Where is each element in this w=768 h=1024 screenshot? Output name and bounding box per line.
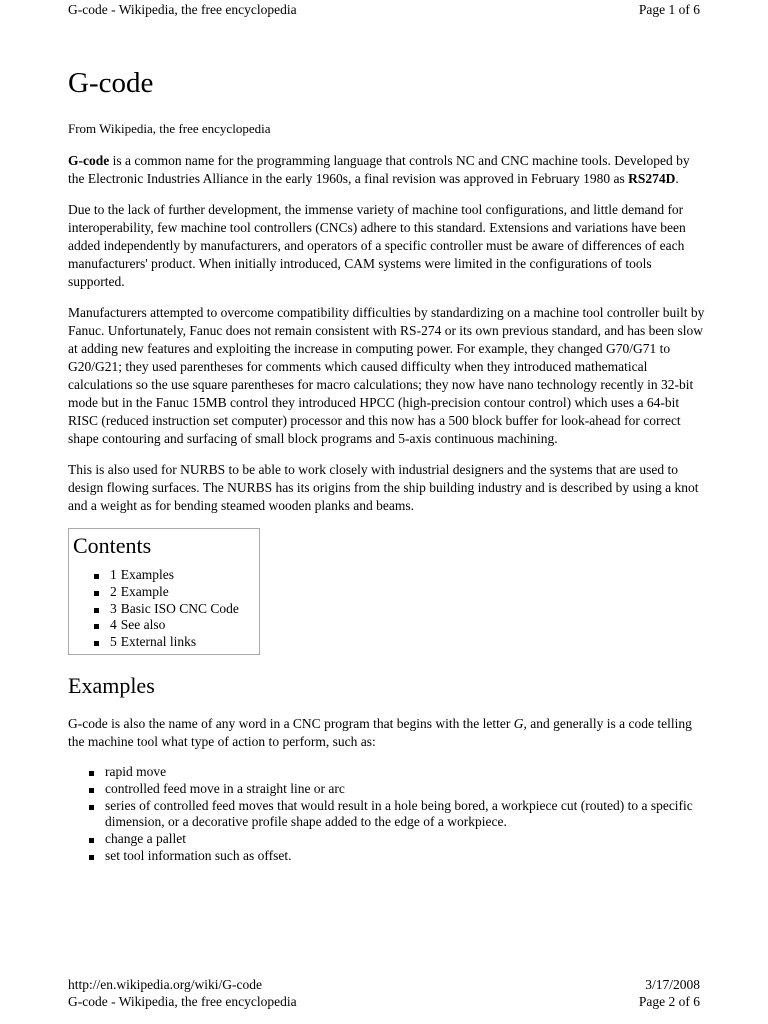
list-item: rapid move xyxy=(88,764,708,781)
toc-item-number: 4 xyxy=(110,617,117,633)
intro-text-2: . xyxy=(675,171,679,186)
next-page-header-number: Page 2 of 6 xyxy=(638,994,700,1009)
intro-paragraph xyxy=(68,152,708,188)
table-of-contents xyxy=(68,528,260,655)
examples-intro-letter: G xyxy=(513,715,524,731)
list-item: series of controlled feed moves that would result in a hole being bored, a workpiece cut (routed) to a specific dimension, or a decorative profile shape added to the edge of a workpiece. xyxy=(88,798,708,832)
examples-intro-text-b: , and generally is a code telling the machine tool what type of action to perform, such as: xyxy=(68,715,692,749)
toc-item-external-links[interactable] xyxy=(93,634,239,651)
paragraph-nurbs: This is also used for NURBS to be able to work closely with industrial designers and the systems that are used to design flowing surfaces. The NURBS has its origins from the ship building industry and is described by using a knot and a weight as for bending steamed wooden planks and beams. xyxy=(68,462,699,513)
paragraph-interoperability: Due to the lack of further development, the immense variety of machine tool configurations, and little demand for interoperability, few machine tool controllers (CNCs) adhere to this standard. Extensions and variations have been added independently by manufacturers, and operators of a specific controller must be aware of differences of each manufacturers' product. When initially introduced, CAM systems were limited in the configurations of tools supported. xyxy=(68,202,686,289)
examples-intro-text-a: G-code is also the name of any word in a CNC program that begins with the letter xyxy=(68,715,514,731)
page-title: G-code xyxy=(68,67,154,99)
next-page-header-title: G-code - Wikipedia, the free encyclopedia xyxy=(68,994,297,1009)
toc-item-label: See also xyxy=(120,617,166,633)
header-page-number: Page 1 of 6 xyxy=(638,2,700,17)
toc-item-examples[interactable] xyxy=(93,567,239,584)
toc-item-number: 2 xyxy=(110,583,117,599)
header-document-title: G-code - Wikipedia, the free encyclopedia xyxy=(68,2,297,17)
examples-intro-paragraph xyxy=(68,715,708,751)
toc-item-label: Example xyxy=(120,583,169,599)
toc-item-number: 5 xyxy=(110,634,117,650)
list-item: change a pallet xyxy=(88,831,708,848)
page-footer xyxy=(68,976,700,1010)
toc-item-label: Basic ISO CNC Code xyxy=(120,600,239,616)
intro-bold-standard: RS274D xyxy=(628,171,676,186)
list-item: set tool information such as offset. xyxy=(88,848,708,865)
toc-item-basic-iso-cnc-code[interactable] xyxy=(93,601,239,618)
paragraph-fanuc: Manufacturers attempted to overcome compatibility difficulties by standardizing on a machine tool controller built by Fanuc. Unfortunately, Fanuc does not remain consistent with RS-274 or its own previous standard, and has been slow at adding new features and exploiting the increase in computing power. For example, they changed G70/G71 to G20/G21; they used parentheses for comments which caused difficulty when they introduced mathematical calculations so the use square parentheses for macro calculations; they now have nano technology recently in 32-bit mode but in the Fanuc 15MB control they introduced HPCC (high-precision contour control) which uses a 64-bit RISC (reduced instruction set computer) processor and this now has a 500 block buffer for look-ahead for correct shape contouring and surfacing of small block programs and 5-axis continuous machining. xyxy=(68,305,705,446)
footer-date: 3/17/2008 xyxy=(645,977,700,992)
toc-item-label: Examples xyxy=(120,567,174,582)
toc-item-number: 3 xyxy=(110,600,117,616)
toc-title: Contents xyxy=(73,533,152,558)
toc-item-example[interactable] xyxy=(93,584,239,601)
article-subtitle: From Wikipedia, the free encyclopedia xyxy=(68,121,271,136)
toc-item-label: External links xyxy=(120,634,197,650)
intro-text-1: is a common name for the programming language that controls NC and CNC machine tools. Developed by the Electronic Industries Alliance in the early 1960s, a final revision was approved in February 1980 as xyxy=(68,153,690,186)
toc-list xyxy=(73,567,239,651)
toc-item-see-also[interactable] xyxy=(93,617,239,634)
toc-item-number: 1 xyxy=(110,567,117,582)
article-body xyxy=(68,64,708,865)
list-item: controlled feed move in a straight line or arc xyxy=(88,781,708,798)
intro-bold-term: G-code xyxy=(68,153,110,168)
page-header xyxy=(68,1,700,19)
examples-list xyxy=(68,764,708,865)
section-heading-examples: Examples xyxy=(68,672,155,698)
footer-url: http://en.wikipedia.org/wiki/G-code xyxy=(68,977,262,992)
